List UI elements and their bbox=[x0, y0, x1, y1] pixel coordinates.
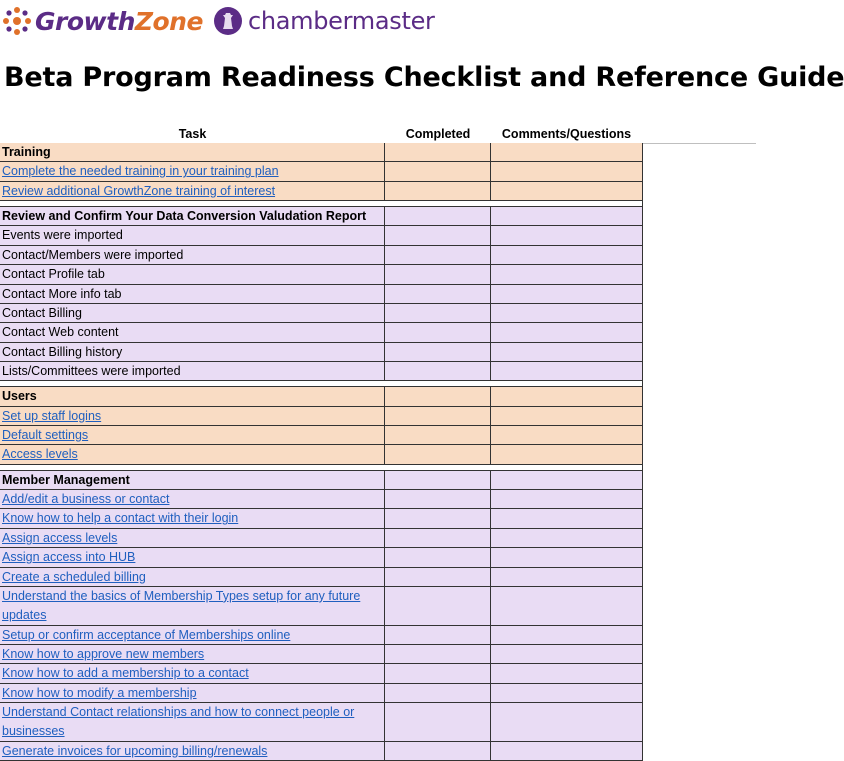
table-row bbox=[0, 226, 642, 245]
completed-cell[interactable] bbox=[385, 568, 491, 586]
task-label: Contact More info tab bbox=[0, 285, 385, 303]
completed-cell[interactable] bbox=[385, 226, 491, 244]
table-row bbox=[0, 664, 642, 683]
task-link[interactable]: Assign access into HUB bbox=[0, 548, 385, 566]
completed-cell[interactable] bbox=[385, 143, 491, 161]
task-label: Contact Billing bbox=[0, 304, 385, 322]
task-link[interactable]: Know how to help a contact with their login bbox=[0, 509, 385, 527]
comments-cell[interactable] bbox=[491, 387, 642, 405]
table-row bbox=[0, 426, 642, 445]
chambermaster-wordmark: chambermaster bbox=[247, 7, 435, 35]
task-label: Events were imported bbox=[0, 226, 385, 244]
table-row bbox=[0, 742, 642, 761]
section-header-row bbox=[0, 207, 642, 226]
header-task: Task bbox=[178, 127, 207, 141]
growthzone-logo-icon bbox=[2, 6, 32, 36]
table-row bbox=[0, 529, 642, 548]
completed-cell[interactable] bbox=[385, 684, 491, 702]
table-row bbox=[0, 490, 642, 509]
comments-cell[interactable] bbox=[491, 407, 642, 425]
comments-cell[interactable] bbox=[491, 265, 642, 283]
comments-cell[interactable] bbox=[491, 471, 642, 489]
section-title: Training bbox=[0, 143, 385, 161]
task-link[interactable]: Review additional GrowthZone training of interest bbox=[0, 182, 385, 200]
table-row bbox=[0, 162, 642, 181]
section-header-row bbox=[0, 143, 642, 162]
comments-cell[interactable] bbox=[491, 684, 642, 702]
table-row bbox=[0, 548, 642, 567]
section-title: Member Management bbox=[0, 471, 385, 489]
completed-cell[interactable] bbox=[385, 426, 491, 444]
table-header bbox=[0, 125, 756, 144]
table-row bbox=[0, 568, 642, 587]
comments-cell[interactable] bbox=[491, 323, 642, 341]
table-row bbox=[0, 343, 642, 362]
table-row bbox=[0, 684, 642, 703]
comments-cell[interactable] bbox=[491, 445, 642, 463]
comments-cell[interactable] bbox=[491, 426, 642, 444]
table-row bbox=[0, 323, 642, 342]
task-link[interactable]: Add/edit a business or contact bbox=[0, 490, 385, 508]
task-link[interactable]: Understand the basics of Membership Types setup for any future updates bbox=[0, 587, 385, 625]
table-row bbox=[0, 703, 642, 742]
section-header-row bbox=[0, 387, 642, 406]
completed-cell[interactable] bbox=[385, 304, 491, 322]
comments-cell[interactable] bbox=[491, 182, 642, 200]
completed-cell[interactable] bbox=[385, 285, 491, 303]
table-row bbox=[0, 304, 642, 323]
comments-cell[interactable] bbox=[491, 645, 642, 663]
completed-cell[interactable] bbox=[385, 407, 491, 425]
task-link[interactable]: Assign access levels bbox=[0, 529, 385, 547]
table-row bbox=[0, 626, 642, 645]
comments-cell[interactable] bbox=[491, 304, 642, 322]
task-link[interactable]: Know how to approve new members bbox=[0, 645, 385, 663]
completed-cell[interactable] bbox=[385, 343, 491, 361]
comments-cell[interactable] bbox=[491, 226, 642, 244]
comments-cell[interactable] bbox=[491, 587, 642, 625]
task-link[interactable]: Generate invoices for upcoming billing/renewals bbox=[0, 742, 385, 760]
header-comments: Comments/Questions bbox=[501, 127, 632, 141]
task-link[interactable]: Set up staff logins bbox=[0, 407, 385, 425]
task-link[interactable]: Know how to modify a membership bbox=[0, 684, 385, 702]
table-row bbox=[0, 362, 642, 381]
completed-cell[interactable] bbox=[385, 471, 491, 489]
comments-cell[interactable] bbox=[491, 285, 642, 303]
section-header-row bbox=[0, 471, 642, 490]
table-row bbox=[0, 445, 642, 464]
task-link[interactable]: Default settings bbox=[0, 426, 385, 444]
completed-cell[interactable] bbox=[385, 626, 491, 644]
comments-cell[interactable] bbox=[491, 548, 642, 566]
table-row bbox=[0, 407, 642, 426]
comments-cell[interactable] bbox=[491, 343, 642, 361]
table-row bbox=[0, 285, 642, 304]
completed-cell[interactable] bbox=[385, 548, 491, 566]
comments-cell[interactable] bbox=[491, 362, 642, 380]
chambermaster-logo-icon bbox=[213, 6, 243, 36]
completed-cell[interactable] bbox=[385, 664, 491, 682]
completed-cell[interactable] bbox=[385, 362, 491, 380]
comments-cell[interactable] bbox=[491, 143, 642, 161]
table-row bbox=[0, 246, 642, 265]
completed-cell[interactable] bbox=[385, 509, 491, 527]
task-label: Contact Profile tab bbox=[0, 265, 385, 283]
comments-cell[interactable] bbox=[491, 626, 642, 644]
table-row bbox=[0, 645, 642, 664]
comments-cell[interactable] bbox=[491, 664, 642, 682]
completed-cell[interactable] bbox=[385, 207, 491, 225]
table-row bbox=[0, 182, 642, 201]
task-link[interactable]: Create a scheduled billing bbox=[0, 568, 385, 586]
completed-cell[interactable] bbox=[385, 529, 491, 547]
comments-cell[interactable] bbox=[491, 568, 642, 586]
task-link[interactable]: Setup or confirm acceptance of Memberships online bbox=[0, 626, 385, 644]
header-completed: Completed bbox=[405, 127, 471, 141]
table-row bbox=[0, 265, 642, 284]
completed-cell[interactable] bbox=[385, 162, 491, 180]
comments-cell[interactable] bbox=[491, 490, 642, 508]
task-label: Lists/Committees were imported bbox=[0, 362, 385, 380]
comments-cell[interactable] bbox=[491, 742, 642, 760]
table-row bbox=[0, 509, 642, 528]
task-link[interactable]: Access levels bbox=[0, 445, 385, 463]
comments-cell[interactable] bbox=[491, 509, 642, 527]
growthzone-wordmark: GrowthZone bbox=[35, 6, 203, 36]
checklist-table bbox=[0, 143, 643, 761]
logo-bar bbox=[2, 4, 435, 38]
completed-cell[interactable] bbox=[385, 703, 491, 741]
completed-cell[interactable] bbox=[385, 490, 491, 508]
comments-cell[interactable] bbox=[491, 207, 642, 225]
completed-cell[interactable] bbox=[385, 265, 491, 283]
comments-cell[interactable] bbox=[491, 529, 642, 547]
task-label: Contact Web content bbox=[0, 323, 385, 341]
completed-cell[interactable] bbox=[385, 742, 491, 760]
task-link[interactable]: Know how to add a membership to a contact bbox=[0, 664, 385, 682]
completed-cell[interactable] bbox=[385, 323, 491, 341]
task-link[interactable]: Complete the needed training in your training plan bbox=[0, 162, 385, 180]
completed-cell[interactable] bbox=[385, 587, 491, 625]
completed-cell[interactable] bbox=[385, 645, 491, 663]
section-title: Review and Confirm Your Data Conversion Valudation Report bbox=[0, 207, 385, 225]
comments-cell[interactable] bbox=[491, 162, 642, 180]
comments-cell[interactable] bbox=[491, 246, 642, 264]
task-label: Contact/Members were imported bbox=[0, 246, 385, 264]
comments-cell[interactable] bbox=[491, 703, 642, 741]
page-title: Beta Program Readiness Checklist and Reference Guide bbox=[4, 62, 844, 93]
task-label: Contact Billing history bbox=[0, 343, 385, 361]
completed-cell[interactable] bbox=[385, 246, 491, 264]
table-row bbox=[0, 587, 642, 626]
completed-cell[interactable] bbox=[385, 387, 491, 405]
section-title: Users bbox=[0, 387, 385, 405]
completed-cell[interactable] bbox=[385, 182, 491, 200]
task-link[interactable]: Understand Contact relationships and how to connect people or businesses bbox=[0, 703, 385, 741]
completed-cell[interactable] bbox=[385, 445, 491, 463]
